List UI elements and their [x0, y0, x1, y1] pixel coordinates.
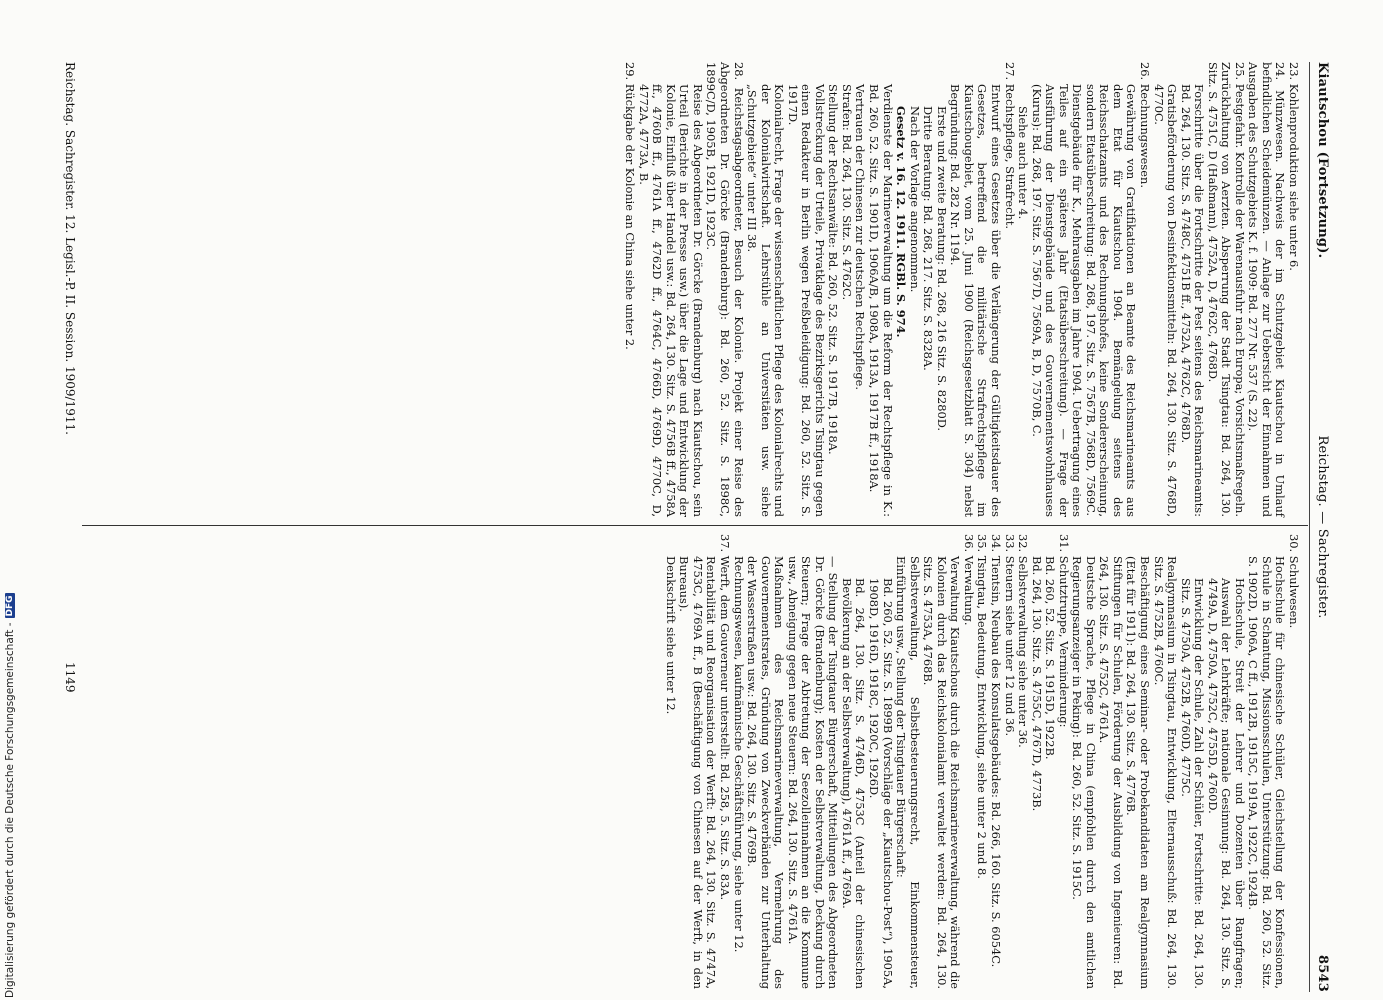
footer-note: Reichstag. Sachregister. 12. Legisl.-P. II. Session. 1909/1911.	[63, 62, 77, 435]
register-entry: Rentabilität und Reorganisation der Werft: Bd. 264, 130. Sitz. S. 4747A, 4753C, 4769A ff., B (Beschäftigung von Chinesen auf der Werft, in den Bureaus).	[677, 556, 719, 989]
register-entry: 26. Rechnungswesen.	[1137, 62, 1152, 188]
register-entry: 27. Rechtspflege, Strafrecht.	[1002, 62, 1017, 230]
register-entry: Vollstreckung der Urteile, Privatklage des Bezirksgerichts Tsingtau gegen einen Redakteur in Berlin wegen Preßbeleidigung: Bd. 260, 52. Sitz. S. 1917D.	[785, 84, 827, 517]
register-entry: Dienstgebäude für K., Mehrausgaben im Jahre 1904. Uebertragung eines Teiles auf ein späteres Jahr (Etatsüberschreitung). — Frage der Ausführung der Dienstgebäude und des Gouvernementswohnhauses (Kurus): Bd. 268, 197. Sitz. S. 7567D, 7569A, B, D, 7570B, C.	[1029, 84, 1085, 517]
dfg-credit-strip	[2, 595, 18, 998]
register-entry: 25. Pestgefahr. Kontrolle der Warenausfuhr nach Europa; Vorsichtsmaßregeln. Zurückhaltung von Aerzten. Absperrung der Stadt Tsingtau: Bd. 264, 130. Sitz. S. 4751C, D (Haßmann), 4752A, D, 4762C, 4768D.	[1205, 62, 1247, 517]
register-entry: 24. Münzwesen. Nachweis der im Schutzgebiet Kiautschou in Umlauf befindlichen Scheidemünzen. — Anlage zur Uebersicht der Einnahmen und Ausgaben des Schutzgebiets K. f. 1909: Bd. 277 Nr. 537 (S. 22).	[1246, 62, 1288, 517]
register-entry: Nach der Vorlage angenommen.	[907, 106, 922, 293]
register-entry: Deutsche Sprache, Pflege in China (empfohlen durch den amtlichen Regierungsanzeiger in Peking): Bd. 260, 52. Sitz. S. 1915C.	[1070, 556, 1098, 989]
register-entry: 31. Schutztruppe, Verminderung:	[1056, 534, 1071, 728]
right-column	[663, 534, 1300, 989]
register-entry: Forschritte über die Fortschritte der Pest seitens des Reichsmarineamts: Bd. 264, 130. Sitz. S. 4748C, 4751B ff., 4752A, 4762C, 4768D.	[1178, 84, 1207, 517]
register-entry: — Stellung der Tsingtauer Bürgerschaft, Mitteilungen des Abgeordneten Dr. Görcke (Brandenburg); Kosten der Selbstverwaltung, Deckung durch Steuern; Frage der Abtretung der Seezolleinnahmen an die Kommune usw., Abneigung gegen neue Steuern: Bd. 264, 130. Sitz. S. 4761A.	[785, 556, 841, 989]
register-entry: 23. Kohlenproduktion siehe unter 6.	[1287, 62, 1301, 271]
register-entry: Vertrauen der Chinesen zur deutschen Rechtspflege.	[853, 84, 868, 390]
header-rule	[1309, 62, 1310, 992]
register-entry: Reise des Abgeordneten Dr. Görcke (Brandenburg) nach Kiautschou, sein Urteil (Berichte in der Presse usw.) über die Lage und Entwicklung der Kolonie, Einfluß über Handel usw.: Bd. 264, 130. Sitz. S. 4756B ff., 4758A ff., 4760B ff., 4761A ff., 4762D ff., 4764C, 4766D, 4769D, 4770C, D, 4772A, 4773A, B.	[636, 84, 705, 517]
register-entry: 34. Tientsin, Neubau des Konsulatsgebäudes: Bd. 266, 160. Sitz. S. 6054C.	[988, 534, 1003, 968]
register-entry: Strafen: Bd. 264, 130. Sitz. S. 4762C.	[839, 84, 854, 301]
register-entry: Rechnungswesen, kaufmännische Geschäftsführung, siehe unter 12.	[731, 556, 746, 953]
register-entry: Bd. 264, 130. Sitz. S. 4755C, 4767D, 4773B.	[1029, 556, 1044, 812]
register-entry: Hochschule für chinesische Schüler, Gleichstellung der Konfessionen, Schule in Schantung, Missionsschulen, Unterstützung: Bd. 260, 52. Sitz. S. 1902D, 1906A, C ff., 1912B, 1915C, 1919A, 1922C, 1924B.	[1246, 556, 1288, 989]
footer-page-number: 1149	[63, 662, 77, 693]
register-entry: Maßnahmen des Reichsmarineverwaltung, Vermehrung des Gouvernementsrates, Gründung von Zweckverbänden zur Unterhaltung der Wasserstraßen usw.: Bd. 264, 130. Sitz. S. 4769B.	[745, 556, 787, 989]
dfg-logo-icon: DFG	[5, 595, 15, 617]
register-entry: Dritte Beratung: Bd. 268, 217. Sitz. S. 8328A.	[921, 106, 936, 371]
register-entry: Bd. 260, 52. Sitz. S. 1915D, 1922B.	[1043, 556, 1058, 760]
register-entry: Selbstverwaltung, Selbstbesteuerungsrecht, Einkommensteuer, Einführung usw., Stellung der Tsingtauer Bürgerschaft:	[894, 556, 922, 989]
register-entry: Entwurf eines Gesetzes über die Verlängerung der Gültigkeitsdauer des Gesetzes, betreffend die militärische Strafrechtspflege im Kiautschougebiet, vom 25. Juni 1900 (Reichsgesetzblatt S. 304) nebst Begründung: Bd. 282 Nr. 1194.	[948, 84, 1003, 517]
register-entry: 32. Selbstverwaltung siehe unter 36.	[1016, 534, 1031, 748]
header-page-number: 8543	[1315, 955, 1330, 992]
left-column	[623, 62, 1300, 517]
register-entry: Stellung der Rechtsanwälte: Bd. 260, 52. Sitz. S. 1917B, 1918A.	[826, 84, 841, 455]
column-divider	[82, 525, 1308, 526]
register-entry: Hochschule, Streit der Lehrer und Dozenten über Rangfragen; Auswahl der Lehrkräfte; nationale Gesinnung: Bd. 264, 130. Sitz. S. 4749A, D, 4750A, 4752C, 4755D, 4760D.	[1205, 578, 1247, 989]
register-entry: Siehe auch unter 4.	[1016, 106, 1031, 220]
register-entry: Bd. 264, 130. Sitz. S. 4746D, 4753C (Anteil der chinesischen Bevölkerung an der Selbstverwaltung), 4761A ff., 4769A.	[839, 578, 868, 989]
register-entry: Gewährung von Gratifikationen an Beamte des Reichsmarineamts aus dem Etat für Kiautschou 1904. Bemängelung seitens des Reichsschatzamts und des Rechnungshofes, keine Sondererscheinung, sondern Etatsüberschreitung: Bd. 268, 197. Sitz. S. 7567B, 7568D, 7569C.	[1083, 84, 1139, 517]
register-entry: 36. Verwaltung.	[961, 534, 976, 626]
register-entry: 35. Tsingtau, Bedeutung, Entwicklung, siehe unter 2 und 8.	[975, 534, 990, 879]
rotated-document-page	[40, 62, 1330, 992]
register-entry: Kolonialrecht, Frage der wissenschaftlichen Pflege des Kolonialrechts und der Kolonialwirtschaft. Lehrstühle an Universitäten usw. siehe „Schutzgebiete“ unter III 38.	[745, 84, 787, 517]
header-center-title: Reichstag. — Sachregister.	[1315, 435, 1330, 619]
register-entry: Beschäftigung eines Seminar- oder Probekandidaten am Realgymnasium (Etat für 1911): Bd. 264, 130. Sitz. S. 4776B.	[1124, 556, 1152, 989]
register-entry: Realgymnasium in Tsingtau, Entwicklung, Elternausschuß: Bd. 264, 130. Sitz. S. 4752B, 4760C.	[1151, 556, 1180, 989]
register-entry: Gesetz v. 16. 12. 1911. RGBl. S. 974.	[894, 106, 909, 338]
register-entry: Denkschrift siehe unter 12.	[663, 556, 678, 715]
register-entry: 37. Werft, dem Gouverneur unterstellt: Bd. 258, 5. Sitz. S. 83A.	[718, 534, 733, 901]
register-entry: Verwaltung Kiautschous durch die Reichsmarineverwaltung, während die Kolonien durch das Reichskolonialamt verwaltet werden: Bd. 264, 130. Sitz. S. 4753A, 4768B.	[921, 556, 963, 989]
register-entry: Gratisbeförderung von Desinfektionsmitteln: Bd. 264, 130. Sitz. S. 4768D, 4770C.	[1151, 84, 1180, 517]
register-entry: Erste und zweite Beratung: Bd. 268, 216 Sitz. S. 8280D.	[934, 106, 949, 432]
register-entry: 30. Schulwesen.	[1287, 534, 1301, 629]
register-entry: Stiftungen für Schulen, Förderung der Ausbildung von Ingenieuren: Bd. 264, 130. Sitz. S. 4752C, 4761A.	[1097, 556, 1125, 989]
register-entry: 28. Reichstagsabgeordneter, Besuch der Kolonie. Projekt einer Reise des Abgeordneten Dr. Görcke (Brandenburg): Bd. 260, 52. Sitz. S. 1898C, 1899C/D, 1905B, 1921D, 1923C.	[704, 62, 746, 517]
running-header	[1308, 62, 1330, 992]
register-entry: Bd. 260, 52. Sitz. S. 1899B (Vorschläge der „Kiautschou-Post“), 1905A, 1908D, 1916D, 1918C, 1920C, 1926D.	[867, 578, 895, 989]
header-section-title: Kiautschou (Fortsetzung).	[1315, 62, 1330, 259]
register-entry: Entwicklung der Schule, Zahl der Schüler, Fortschritte: Bd. 264, 130. Sitz. S. 4750A, 4752B, 4760D, 4775C.	[1178, 578, 1207, 989]
register-entry: 33. Steuern siehe unter 12 und 36.	[1002, 534, 1017, 737]
dfg-credit-text: Digitalisierung gefördert durch die Deutsche Forschungsgemeinschaft -	[4, 622, 16, 998]
register-entry: 29. Rückgabe der Kolonie an China siehe unter 2.	[623, 62, 638, 350]
register-entry: Verdienste der Marineverwaltung um die Reform der Rechtspflege in K.: Bd. 260, 52. Sitz. S. 1901D, 1906A/B, 1908A, 1913A, 1917B ff., 1918A.	[867, 84, 895, 517]
